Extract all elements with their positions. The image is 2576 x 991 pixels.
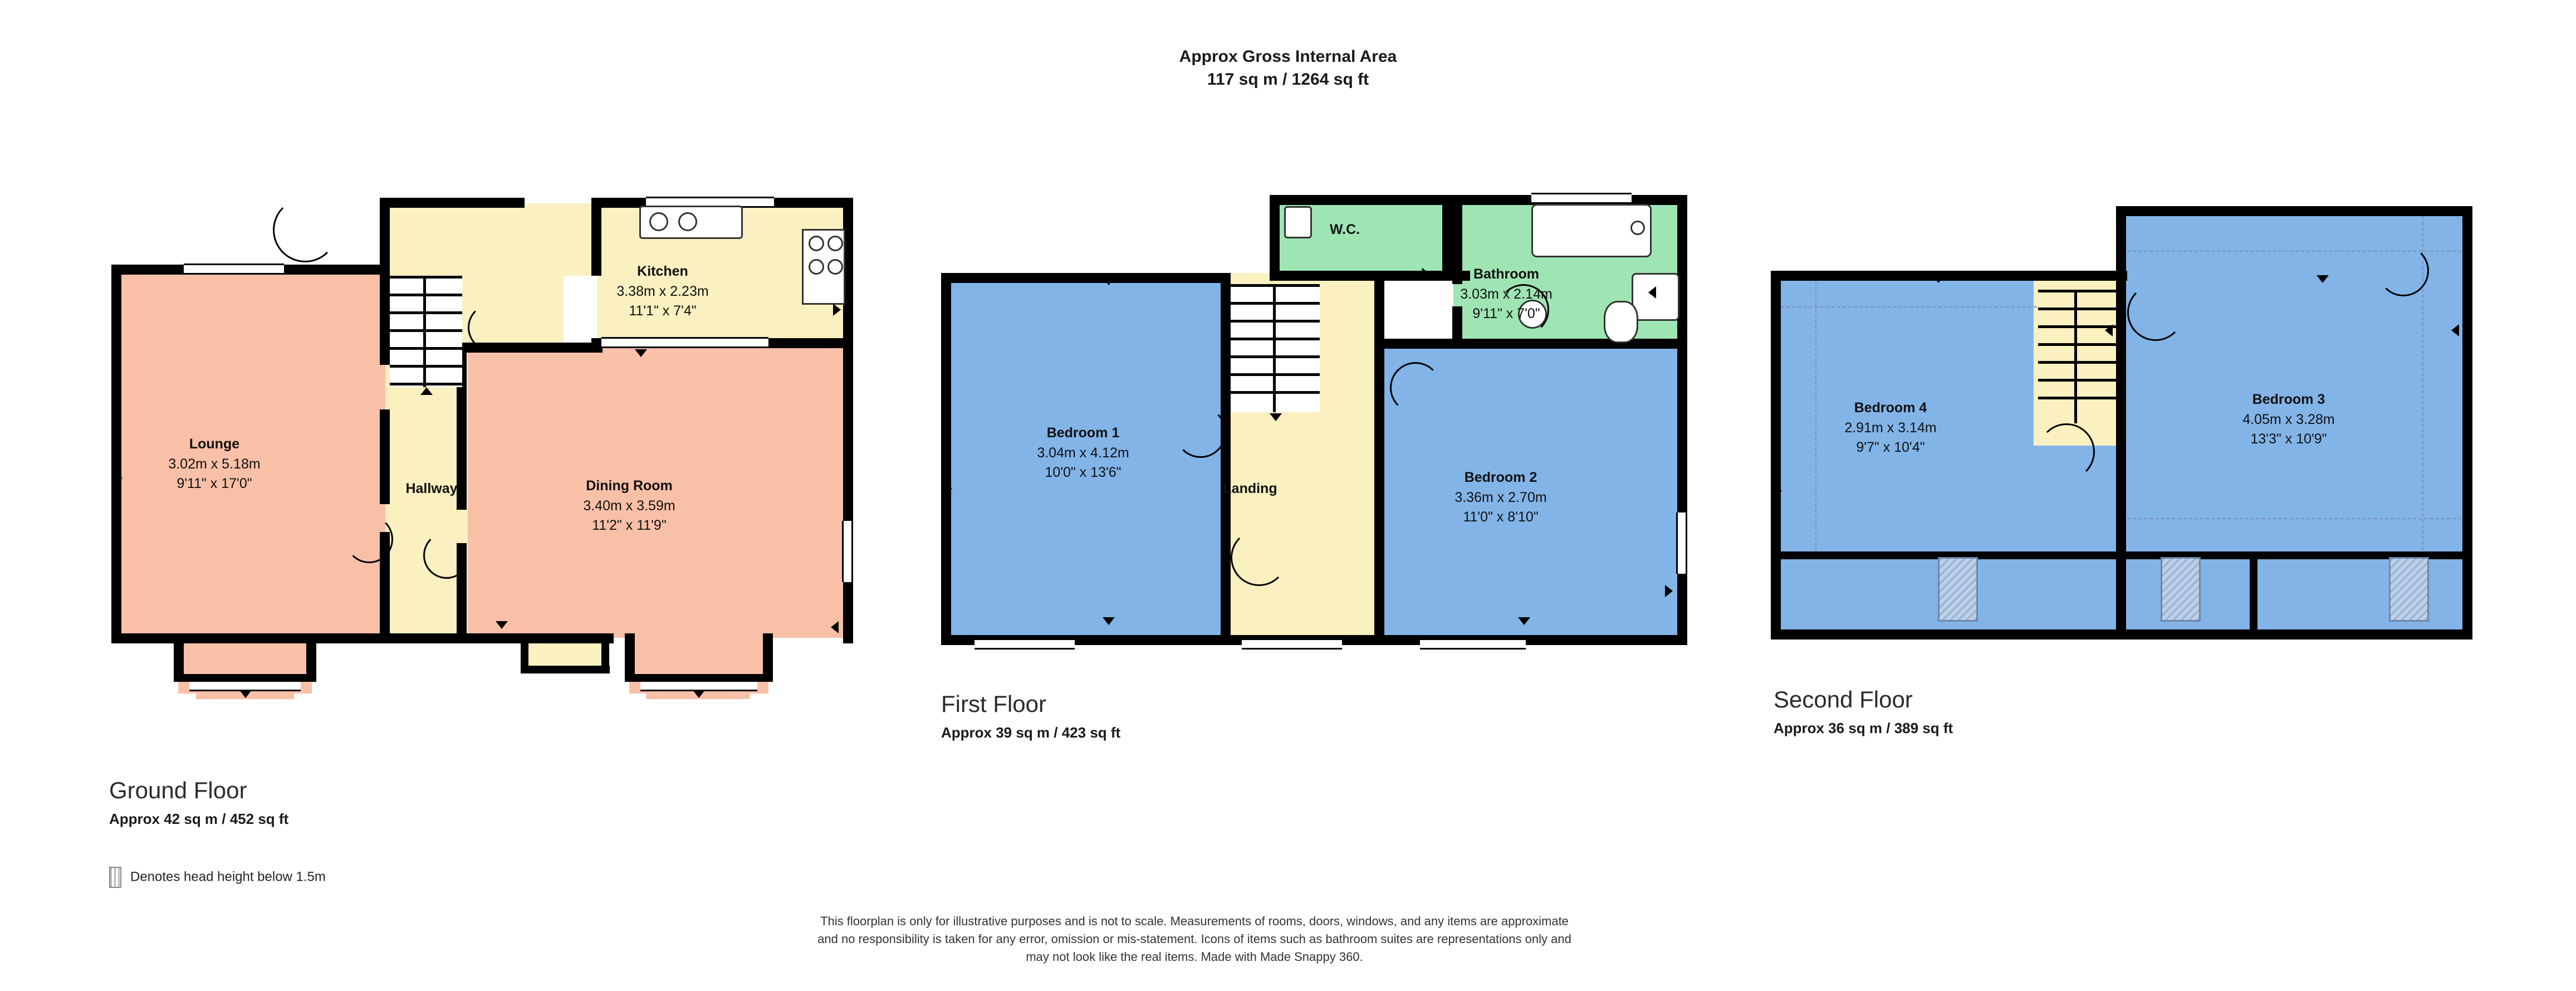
bedroom2-imperial: 11'0" x 8'10"	[1463, 509, 1539, 525]
hob-burner-1-icon	[809, 236, 824, 251]
wall-bay-right	[306, 633, 316, 678]
f-stair-direction-marker	[1270, 413, 1282, 421]
bedroom1-marker-top	[1103, 277, 1115, 285]
wall-dbay-left	[625, 633, 635, 678]
kitchen-marker	[635, 349, 647, 357]
s-stair-step-4	[2038, 343, 2116, 346]
wall-hall-bottom	[380, 633, 614, 643]
lounge-marker-top	[301, 266, 313, 274]
s-stair-stringer	[2074, 290, 2077, 423]
dining-bay-window	[640, 680, 757, 691]
first-floor-title: First Floor	[941, 691, 1046, 717]
room-label-bedroom1	[991, 423, 1175, 483]
room-label-lounge	[123, 435, 306, 494]
s-stair-step-2	[2038, 307, 2116, 310]
bedroom2-name: Bedroom 2	[1464, 470, 1537, 485]
wall-hall-top-left	[380, 198, 390, 270]
lounge-metric: 3.02m x 5.18m	[168, 456, 261, 472]
hob-burner-4-icon	[827, 259, 843, 275]
dining-imperial: 11'2" x 11'9"	[592, 518, 667, 533]
kitchen-marker-right	[833, 304, 841, 316]
s-top-door-arc	[2378, 245, 2429, 296]
gia-line-1: Approx Gross Internal Area	[1179, 47, 1397, 66]
bedroom1-name: Bedroom 1	[1046, 425, 1120, 441]
s-stair-step-5	[2038, 361, 2116, 364]
wall-s-left	[1771, 271, 1781, 638]
lounge-marker-left	[115, 472, 123, 484]
s-stair-step-6	[2038, 379, 2116, 382]
bedroom4-metric: 2.91m x 3.14m	[1844, 419, 1937, 436]
s-stair-step-3	[2038, 325, 2116, 328]
bathroom-name: Bathroom	[1473, 266, 1540, 282]
dining-window-right	[842, 521, 853, 582]
bedroom4-door-arc	[2038, 423, 2095, 480]
wall-wc-top	[1270, 195, 1465, 205]
headheight-dash-1	[1781, 306, 2037, 307]
entrance-door-arc	[273, 198, 337, 262]
disclaimer-line-2: and no responsibility is taken for any error, omission or mis-statement. Icons of items such as bathroom suites are representations only and	[817, 931, 1571, 946]
head-height-swatch-icon	[109, 867, 121, 888]
ground-floor-caption	[109, 777, 288, 828]
bedroom2-window-right	[1676, 512, 1687, 574]
bedroom4-imperial: 9'7" x 10'4"	[1856, 440, 1925, 455]
bedroom3-metric: 4.05m x 3.28m	[2242, 411, 2335, 427]
lounge-window-top	[184, 263, 284, 275]
f-stair-stringer	[1273, 284, 1276, 412]
wall-s-right	[2462, 206, 2472, 639]
lounge-imperial: 9'11" x 17'0"	[177, 476, 252, 491]
wc-name: W.C.	[1329, 222, 1360, 237]
wall-dbay-right	[763, 633, 773, 678]
dining-marker-left	[496, 621, 508, 629]
room-label-bedroom3	[2208, 390, 2369, 450]
room-label-bedroom2	[1409, 468, 1593, 528]
first-floor-plan	[941, 195, 1682, 635]
bedroom1-metric: 3.04m x 4.12m	[1037, 445, 1129, 461]
disclaimer-line-3: may not look like the real items. Made with Made Snappy 360.	[1026, 949, 1363, 964]
wall-hall-top	[380, 198, 525, 208]
bedroom4-marker-left	[1774, 485, 1782, 497]
wall-bath-bottom	[1381, 339, 1687, 349]
wall-landing-right	[1374, 273, 1384, 641]
kitchen-imperial: 11'1" x 7'4"	[629, 303, 697, 319]
ground-floor-title: Ground Floor	[109, 777, 247, 803]
s-stair-step-7	[2038, 397, 2116, 399]
bedroom4-name: Bedroom 4	[1854, 400, 1927, 416]
landing-name: Landing	[1223, 481, 1277, 496]
wall-b1-left	[941, 273, 951, 641]
stair-step-5	[390, 347, 462, 350]
eaves-hatch-right-icon	[2389, 557, 2429, 622]
room-label-bathroom	[1414, 265, 1598, 324]
stair-step-3	[390, 311, 462, 314]
wall-lounge-bottom	[111, 633, 390, 643]
lounge-name: Lounge	[189, 436, 240, 452]
dining-metric: 3.40m x 3.59m	[583, 497, 675, 514]
wall-porch-bottom	[521, 666, 610, 673]
toilet-icon	[1604, 301, 1638, 343]
bedroom2-metric: 3.36m x 2.70m	[1454, 489, 1547, 505]
head-height-legend-text: Denotes head height below 1.5m	[130, 869, 326, 885]
bedroom1-imperial: 10'0" x 13'6"	[1045, 465, 1122, 480]
first-floor-caption	[941, 691, 1120, 741]
first-floor-area: Approx 39 sq m / 423 sq ft	[941, 724, 1121, 741]
bedroom1-window-bottom	[974, 638, 1075, 650]
bedroom3-name: Bedroom 3	[2252, 392, 2325, 407]
second-floor-caption	[1774, 686, 1953, 737]
stair-step-6	[390, 365, 462, 368]
stair-step-4	[390, 329, 462, 332]
hob-burner-2-icon	[827, 236, 843, 251]
room-label-hallway	[368, 479, 496, 499]
lounge-door-arc	[345, 515, 393, 563]
dining-door-arc	[423, 532, 470, 579]
s-stair-step-1	[2038, 290, 2116, 292]
wall-s-top-right	[2116, 206, 2472, 216]
bathroom-imperial: 9'11" x 7'0"	[1472, 306, 1540, 321]
bathtub-drain-icon	[1630, 221, 1645, 235]
disclaimer-line-1: This floorplan is only for illustrative purposes and is not to scale. Measurements of rooms, doors, windows, and any items are approximate	[820, 914, 1569, 928]
room-label-kitchen	[585, 262, 741, 321]
gia-line-2: 117 sq m / 1264 sq ft	[1207, 70, 1369, 89]
bedroom1-marker-bottom	[1103, 617, 1115, 625]
gross-internal-area-header	[0, 46, 2576, 91]
eaves-hatch-mid-icon	[2161, 557, 2201, 622]
bedroom2-window	[1420, 638, 1526, 650]
wall-bay-left	[174, 633, 184, 678]
stair-stringer	[423, 276, 426, 387]
bathroom-window	[1531, 193, 1632, 204]
wall-s-top-left	[1771, 271, 2127, 281]
bedroom3-imperial: 13'3" x 10'9"	[2250, 431, 2327, 447]
wall-b1-top	[941, 273, 1231, 283]
bedroom1-marker-left	[944, 482, 952, 495]
wall-lounge-left	[111, 265, 121, 643]
hob-burner-3-icon	[809, 259, 824, 275]
dining-bay-marker	[693, 690, 705, 698]
bedroom4-marker-top	[1932, 275, 1945, 283]
bathroom-metric: 3.03m x 2.14m	[1460, 286, 1553, 302]
room-label-landing	[1186, 479, 1314, 499]
disclaimer	[646, 912, 1743, 966]
wall-wc-left	[1270, 195, 1280, 279]
second-floor-title: Second Floor	[1774, 686, 1913, 712]
dining-marker-right	[831, 621, 839, 633]
bedroom3-marker-right	[2451, 324, 2459, 336]
wall-s-partition	[2250, 551, 2257, 639]
wall-first-right	[1677, 195, 1687, 641]
kitchen-name: Kitchen	[637, 263, 688, 279]
wall-hall-left-upper	[380, 265, 390, 365]
ground-floor-area: Approx 42 sq m / 452 sq ft	[109, 811, 289, 827]
second-floor-area: Approx 36 sq m / 389 sq ft	[1774, 720, 1953, 736]
room-label-bedroom4	[1810, 398, 1971, 458]
hallway-name: Hallway	[405, 481, 458, 496]
bedroom3-marker-top	[2317, 275, 2329, 283]
kitchen-metric: 3.38m x 2.23m	[616, 283, 709, 299]
stair-direction-marker	[420, 387, 433, 395]
bedroom3-door-arc	[2127, 284, 2184, 341]
stair-step-7	[390, 383, 462, 385]
kitchen-window	[601, 337, 768, 348]
bedroom2-door-arc	[1390, 362, 1441, 413]
room-label-wc	[1281, 220, 1409, 240]
stair-step-1	[390, 276, 462, 279]
headheight-dash-5	[2127, 518, 2461, 519]
head-height-legend	[109, 867, 326, 888]
bedroom2-marker-bottom	[1518, 617, 1530, 625]
kitchen-sink-bowl2-icon	[678, 212, 697, 231]
stair-marker-right	[2105, 324, 2113, 336]
bedroom2-marker-right	[1665, 585, 1673, 597]
wall-b1-right	[1221, 273, 1231, 641]
wall-s-mid-vert	[2116, 206, 2126, 639]
eaves-hatch-left-icon	[1938, 557, 1978, 622]
landing-window	[1242, 638, 1342, 650]
kitchen-door-arc	[468, 304, 516, 352]
bathroom-marker	[1648, 286, 1656, 299]
dining-name: Dining Room	[586, 478, 673, 494]
bedroom1-door-arc	[1175, 407, 1226, 458]
landing-door-arc	[1231, 529, 1287, 586]
lounge-bay-door-marker	[239, 690, 252, 698]
kitchen-sink-bowl-icon	[649, 212, 668, 231]
room-label-dining	[537, 476, 721, 536]
stair-step-2	[390, 294, 462, 296]
lounge-bay-window	[189, 680, 301, 691]
